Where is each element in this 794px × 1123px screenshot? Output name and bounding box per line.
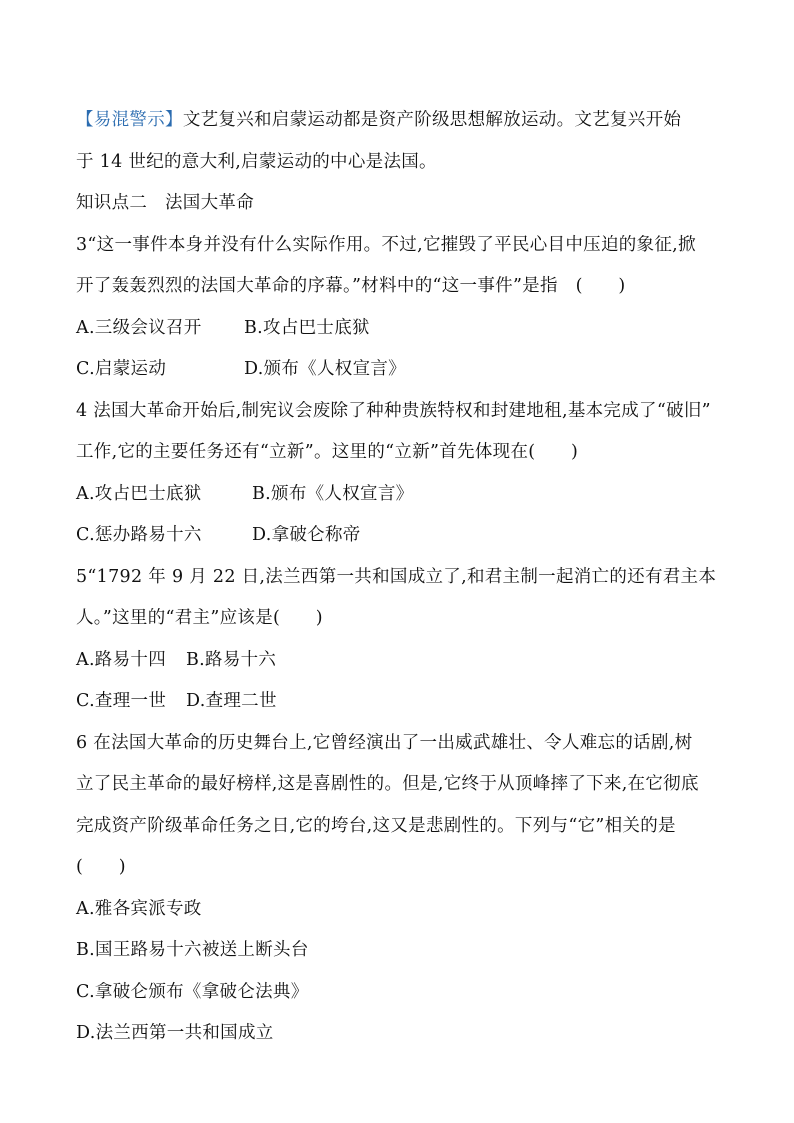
option-row bbox=[76, 640, 726, 682]
option-c[interactable]: C.启蒙运动 bbox=[76, 359, 167, 379]
question-6 bbox=[76, 723, 726, 1055]
option-row bbox=[76, 349, 726, 391]
question-5 bbox=[76, 557, 726, 723]
warning-label: 【易混警示】 bbox=[76, 110, 183, 130]
question-stem-line: 人。”这里的“君主”应该是( ) bbox=[76, 608, 323, 628]
option-a[interactable]: A.雅各宾派专政 bbox=[76, 898, 202, 919]
answer-blank: ( ) bbox=[76, 857, 126, 877]
question-stem-line: 开了轰轰烈烈的法国大革命的序幕。”材料中的“这一事件”是指 ( ) bbox=[76, 276, 626, 296]
option-b[interactable]: B.攻占巴士底狱 bbox=[244, 317, 370, 338]
option-row bbox=[76, 308, 726, 350]
document-page bbox=[76, 100, 726, 1055]
tip-line-1 bbox=[76, 100, 726, 142]
question-stem-line: 4 法国大革命开始后,制宪议会废除了种种贵族特权和封建地租,基本完成了“破旧” bbox=[76, 400, 711, 421]
question-4 bbox=[76, 391, 726, 557]
question-stem-line: 完成资产阶级革命任务之日,它的垮台,这又是悲剧性的。下列与“它”相关的是 bbox=[76, 815, 676, 836]
question-stem-line: 6 在法国大革命的历史舞台上,它曾经演出了一出威武雄壮、令人难忘的话剧,树 bbox=[76, 732, 693, 753]
option-d[interactable]: D.颁布《人权宣言》 bbox=[244, 359, 406, 379]
option-d[interactable]: D.法兰西第一共和国成立 bbox=[76, 1023, 274, 1043]
question-stem-line: 5“1792 年 9 月 22 日,法兰西第一共和国成立了,和君主制一起消亡的还有君主本 bbox=[76, 566, 717, 587]
question-stem-line: 3“这一事件本身并没有什么实际作用。不过,它摧毁了平民心目中压迫的象征,掀 bbox=[76, 234, 696, 255]
option-a[interactable]: A.三级会议召开 bbox=[76, 317, 202, 338]
section-heading: 知识点二 法国大革命 bbox=[76, 193, 254, 213]
option-a[interactable]: A.路易十四 bbox=[76, 649, 167, 670]
option-d[interactable]: D.查理二世 bbox=[186, 691, 277, 711]
option-row bbox=[76, 681, 726, 723]
option-b[interactable]: B.路易十六 bbox=[186, 649, 277, 670]
tip-text-1: 文艺复兴和启蒙运动都是资产阶级思想解放运动。文艺复兴开始 bbox=[182, 110, 682, 130]
option-c[interactable]: C.拿破仑颁布《拿破仑法典》 bbox=[76, 981, 309, 1002]
option-c[interactable]: C.惩办路易十六 bbox=[76, 525, 202, 545]
option-a[interactable]: A.攻占巴士底狱 bbox=[76, 483, 202, 504]
question-stem-line: 立了民主革命的最好榜样,这是喜剧性的。但是,它终于从顶峰摔了下来,在它彻底 bbox=[76, 774, 699, 794]
option-row bbox=[76, 515, 726, 557]
question-3 bbox=[76, 225, 726, 391]
option-c[interactable]: C.查理一世 bbox=[76, 691, 167, 711]
question-stem-line: 工作,它的主要任务还有“立新”。这里的“立新”首先体现在( ) bbox=[76, 442, 579, 462]
option-b[interactable]: B.颁布《人权宣言》 bbox=[252, 483, 414, 504]
option-row bbox=[76, 474, 726, 516]
option-b[interactable]: B.国王路易十六被送上断头台 bbox=[76, 940, 309, 960]
option-d[interactable]: D.拿破仑称帝 bbox=[252, 525, 361, 545]
tip-line-2: 于 14 世纪的意大利,启蒙运动的中心是法国。 bbox=[76, 151, 437, 172]
